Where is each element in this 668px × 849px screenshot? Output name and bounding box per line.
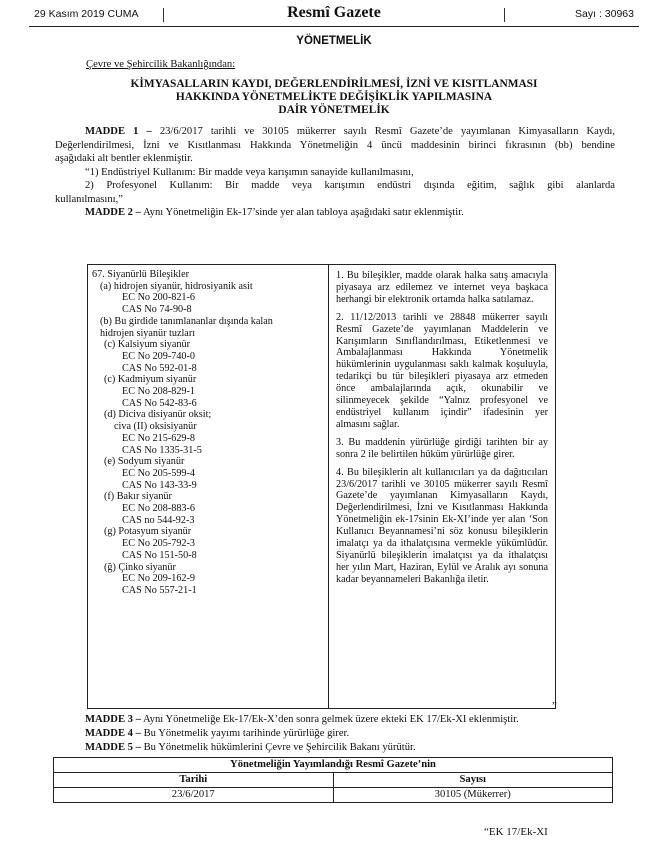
annex-left-line: CAS No 557-21-1 [122, 584, 197, 596]
annex-left-line: (g) Potasyum siyanür [104, 526, 192, 538]
annex-closing-quote: ” [552, 700, 557, 712]
madde-3-label: MADDE 3 – [85, 714, 141, 725]
regulation-title-line: HAKKINDA YÖNETMELİKTE DEĞİŞİKLİK YAPILMASINA [175, 91, 493, 104]
annex-left-line: CAS No 143-33-9 [122, 479, 197, 491]
annex-left-column [92, 269, 324, 597]
madde-1-line: aşağıdaki alt bentler eklenmiştir. [55, 153, 193, 164]
annex-divider [328, 265, 329, 708]
madde-5-text: Bu Yönetmelik hükümlerini Çevre ve Şehircilik Bakanı yürütür. [143, 742, 416, 753]
madde-2 [85, 206, 615, 219]
annex-right-paragraph: 1. Bu bileşikler, madde olarak halka satış amacıyla piyasaya arz edilemez ve internet veya başkaca herhangi bir elektronik ortamda halka satılamaz. [336, 270, 548, 305]
annex-left-line: (a) hidrojen siyanür, hidrosiyanik asit [100, 280, 253, 292]
table-title: Yönetmeliğin Yayımlandığı Resmî Gazete’nin [54, 758, 613, 773]
annex-left-line: CAS no 544-92-3 [122, 514, 195, 526]
annex-left-line: EC No 208-883-6 [122, 503, 196, 515]
regulation-title-line: DAİR YÖNETMELİK [278, 104, 390, 117]
header-divider [504, 8, 505, 22]
annex-left-line: EC No 209-740-0 [122, 350, 196, 362]
madde-1-label: MADDE 1 – [85, 126, 152, 137]
publication-table [53, 757, 613, 803]
annex-left-line: (e) Sodyum siyanür [104, 456, 185, 468]
header-title: Resmî Gazete [287, 4, 381, 21]
madde-5-label: MADDE 5 – [85, 742, 141, 753]
madde-1-line: Değerlendirilmesi, İzni ve Kısıtlanması Hakkında Yönetmeliğin 4 üncü maddesinin birinci fıkrasının (bb) bendine [55, 139, 615, 151]
annex-left-line: 67. Siyanürlü Bileşikler [92, 269, 190, 280]
annex-left-line: CAS No 542-83-6 [122, 397, 197, 409]
annex-left-line: EC No 205-792-3 [122, 538, 196, 550]
ministry-name: Çevre ve Şehircilik Bakanlığından: [86, 59, 236, 70]
table-cell-number: 30105 (Mükerrer) [333, 788, 613, 803]
annex-left-line: (b) Bu girdide tanımlananlar dışında kalan [100, 315, 273, 327]
annex-left-line: EC No 205-599-4 [122, 467, 196, 479]
regulation-title-line: KİMYASALLARIN KAYDI, DEĞERLENDİRİLMESİ, İZNİ VE KISITLANMASI [130, 78, 538, 90]
annex-table [87, 264, 556, 709]
annex-left-line: CAS No 592-01-8 [122, 362, 197, 374]
header-issue-number: Sayı : 30963 [575, 8, 634, 20]
madde-4-text: Bu Yönetmelik yayımı tarihinde yürürlüğe girer. [143, 728, 350, 739]
madde-2-text: Aynı Yönetmeliğin Ek-17’sinde yer alan tabloya aşağıdaki satır eklenmiştir. [143, 207, 464, 218]
madde-3 [85, 713, 625, 726]
madde-4-label: MADDE 4 – [85, 728, 141, 739]
annex-left-line: (ğ) Çinko siyanür [104, 561, 176, 573]
madde-3-text: Aynı Yönetmeliğe Ek-17/Ek-X’den sonra gelmek üzere ekteki EK 17/Ek-XI eklenmiştir. [143, 714, 519, 725]
annex-left-line: CAS No 151-50-8 [122, 549, 197, 561]
annex-left-line: EC No 208-829-1 [122, 386, 196, 398]
annex-left-line: EC No 215-629-8 [122, 432, 196, 444]
annex-left-line: hidrojen siyanür tuzları [100, 327, 196, 339]
madde-5 [85, 741, 625, 754]
madde-1-subitem-1: “1) Endüstriyel Kullanım: Bir madde veya karışımın sanayide kullanılmasını, [85, 166, 414, 178]
annex-left-line: (c) Kalsiyum siyanür [104, 339, 191, 351]
column-header-date: Tarihi [54, 773, 334, 788]
header-date: 29 Kasım 2019 CUMA [34, 8, 139, 20]
table-row [54, 788, 613, 803]
madde-2-label: MADDE 2 – [85, 207, 141, 218]
madde-1-line [55, 125, 615, 138]
madde-4 [85, 727, 625, 740]
section-title: YÖNETMELİK [296, 35, 372, 47]
table-row [54, 758, 613, 773]
annex-left-line: CAS No 74-90-8 [122, 304, 192, 316]
annex-right-column [336, 270, 548, 592]
annex-right-paragraph: 2. 11/12/2013 tarihli ve 28848 mükerrer sayılı Resmî Gazete’de yayımlanan Maddelerin ve Karışımların Sınıflandırılması, Etiketlenmesi ve Ambalajlanması Hakkında Yönetmelik hükümlerinin uygulanması saklı kalmak koşuluyla, tedarikçi bu tür bileşikleri piyasaya arz etmeden önce ambalajlarında açık, okunabilir ve silinmeyecek şekilde “Yalnız profesyonel ve endüstriyel kullanım içindir” ifadesinin yer almasını sağlar. [336, 311, 548, 430]
table-row [54, 773, 613, 788]
annex-left-line: EC No 200-821-6 [122, 292, 196, 304]
annex-right-paragraph: 4. Bu bileşiklerin alt kullanıcıları ya da dağıtıcıları 23/6/2017 tarihli ve 30105 mükerrer sayılı Resmî Gazete’de yayımlanan Kimyasalların Kaydı, Değerlendirilmesi, İzni ve Kısıtlanması Hakkında Yönetmeliğin ek-17sinin Ek-XI’inde yer alan ‘Son Kullanıcı Beyannamesi’ni söz konusu bileşiklerin imalatçı ya da ithalatçısına vermekle yükümlüdür. Siyanürlü bileşiklerin imalatçısı ya da ithalatçısı her yılın Mart, Haziran, Eylül ve Aralık ayı sonuna kadar beyannameleri Bakanlığa iletir. [336, 466, 548, 585]
annex-right-paragraph: 3. Bu maddenin yürürlüğe girdiği tarihten bir ay sonra 2 ile belirtilen hüküm yürürlüğe girer. [336, 436, 548, 460]
column-header-number: Sayısı [333, 773, 613, 788]
table-cell-date: 23/6/2017 [54, 788, 334, 803]
madde-1-subitem-2: 2) Profesyonel Kullanım: Bir madde veya karışımın endüstri dışında eğitim, sağlık gibi alanlarda [85, 180, 615, 191]
madde-1-subitem-2-cont: kullanılmasını,” [55, 193, 123, 205]
annex-label: “EK 17/Ek-XI [484, 826, 548, 838]
annex-left-line: (f) Bakır siyanür [104, 491, 172, 503]
annex-left-line: CAS No 1335-31-5 [122, 444, 202, 456]
annex-left-line: (c) Kadmiyum siyanür [104, 374, 197, 386]
annex-left-line: (d) Diciva disiyanür oksit; [104, 409, 212, 421]
annex-left-line: civa (II) oksisiyanür [114, 421, 197, 433]
regulation-title [0, 78, 668, 118]
madde-1-text: 23/6/2017 tarihli ve 30105 mükerrer sayılı Resmî Gazete’de yayımlanan Kimyasalların Kaydı, [159, 126, 615, 137]
page-header [29, 4, 639, 27]
annex-left-line: EC No 209-162-9 [122, 573, 196, 585]
